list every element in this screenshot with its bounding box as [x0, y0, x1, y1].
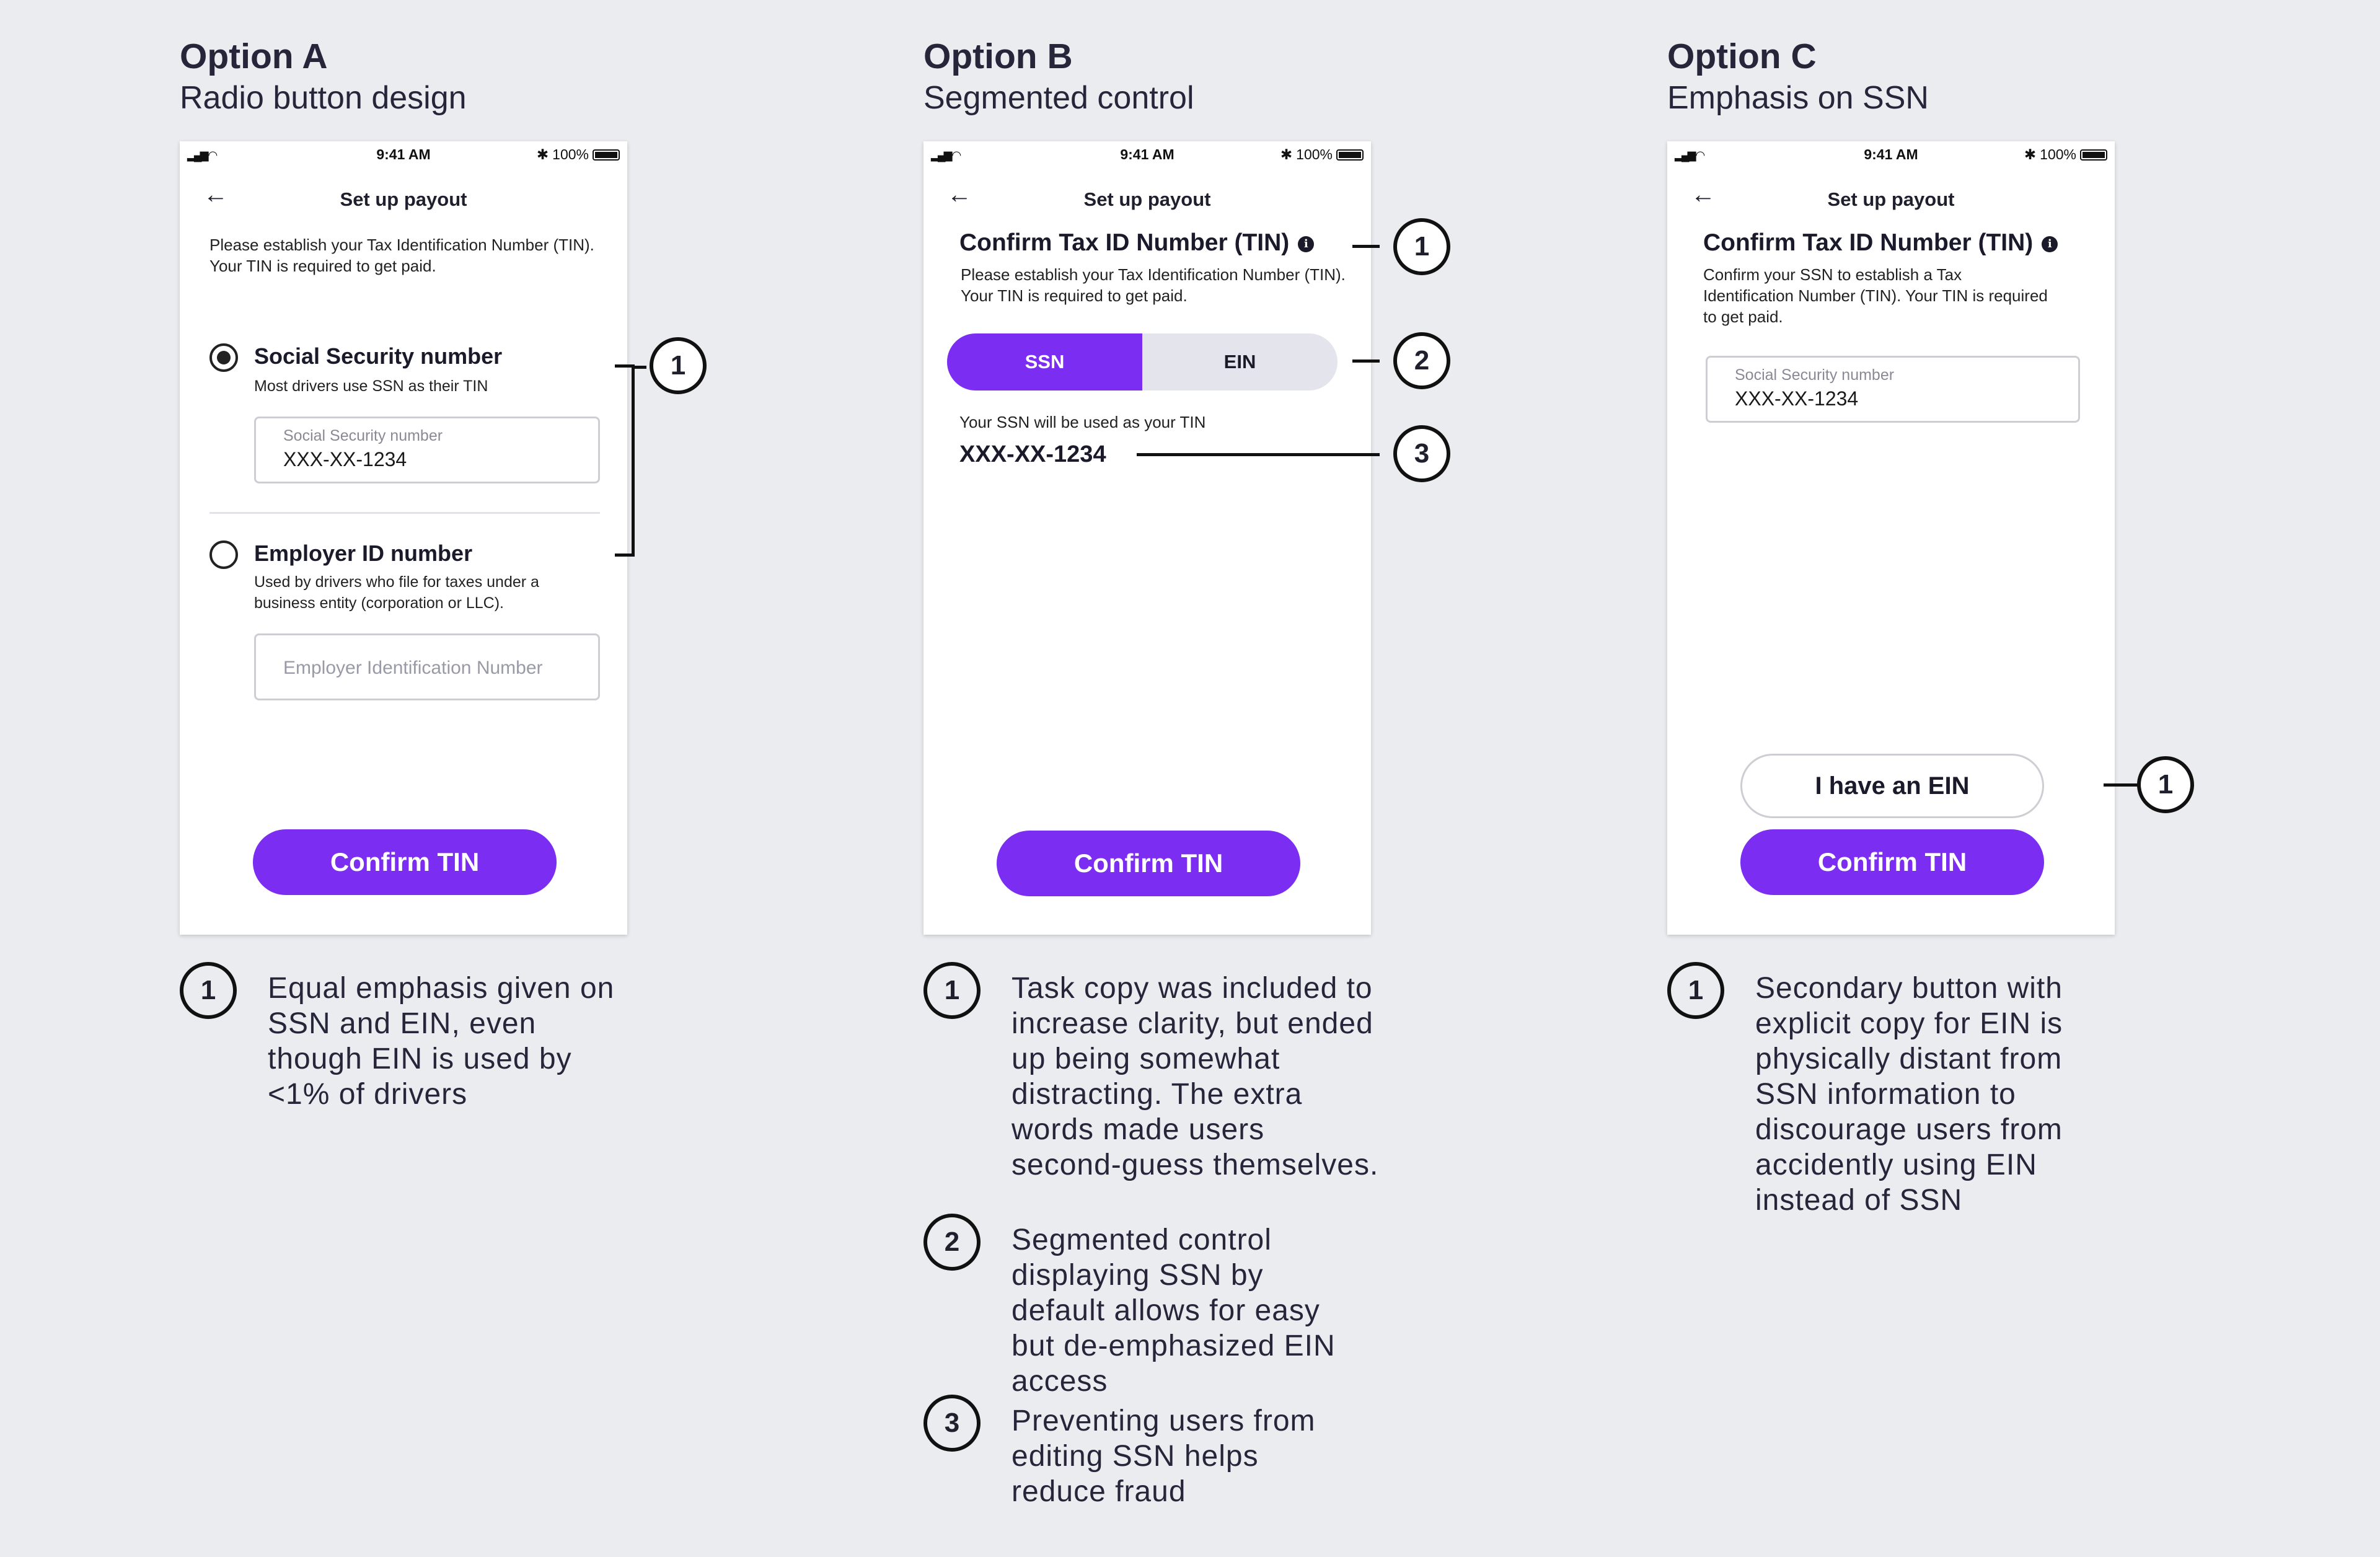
option-b-phone-screen: [923, 141, 1371, 935]
callout-connector: [632, 366, 646, 369]
status-time: 9:41 AM: [1120, 146, 1175, 162]
ein-radio[interactable]: [209, 540, 238, 569]
note-3-text: Preventing users from editing SSN helps reduce fraud: [1011, 1405, 1316, 1508]
ssn-field[interactable]: [1706, 356, 2080, 423]
nav-title: Set up payout: [1083, 188, 1211, 210]
confirm-tin-button[interactable]: Confirm TIN: [997, 831, 1300, 896]
callout-2-connector: [1352, 359, 1380, 363]
battery-indicator: [2024, 146, 2107, 163]
nav-title: Set up payout: [1827, 188, 1955, 210]
intro-text: Please establish your Tax Identification Number (TIN). Your TIN is required to get paid.: [209, 236, 594, 275]
status-time: 9:41 AM: [376, 146, 431, 162]
divider: [209, 512, 600, 514]
i-have-an-ein-button[interactable]: I have an EIN: [1740, 754, 2044, 818]
heading-text: Confirm Tax ID Number (TIN): [1703, 229, 2034, 256]
note-3-number: 3: [923, 1395, 981, 1452]
ssn-value: XXX-XX-1234: [959, 441, 1106, 467]
ssn-caption: Your SSN will be used as your TIN: [959, 413, 1206, 431]
status-bar: [923, 141, 1371, 166]
heading-text: Confirm Tax ID Number (TIN): [959, 229, 1290, 256]
signal-wifi-icon: ▂▄▆ ◠: [187, 149, 216, 161]
note-2-text: Segmented control displaying SSN by default allows for easy but de-emphasized EIN access: [1011, 1224, 1336, 1398]
callout-1: 1: [1393, 218, 1450, 275]
option-b-subtitle: Segmented control: [923, 80, 1194, 116]
ssn-option-label: Social Security number: [254, 343, 503, 369]
ssn-radio[interactable]: [209, 343, 238, 372]
bluetooth-icon: ✱: [2024, 146, 2037, 162]
signal-wifi-icon: ▂▄▆ ◠: [1675, 149, 1704, 161]
nav-bar: [180, 172, 627, 222]
status-time: 9:41 AM: [1864, 146, 1918, 162]
option-a-phone-screen: [180, 141, 627, 935]
intro-text: Please establish your Tax Identification Number (TIN). Your TIN is required to get paid.: [961, 265, 1346, 305]
battery-percent: 100%: [552, 146, 589, 162]
option-c-title: Option C: [1667, 37, 1817, 76]
ssn-field[interactable]: [254, 417, 600, 483]
option-a-title: Option A: [180, 37, 328, 76]
confirm-tin-button[interactable]: Confirm TIN: [1740, 829, 2044, 895]
ssn-field-value: XXX-XX-1234: [283, 448, 407, 470]
callout-1-connector: [1352, 245, 1380, 248]
back-arrow-icon[interactable]: ←: [947, 181, 972, 208]
ssn-field-value: XXX-XX-1234: [1735, 387, 1859, 410]
note-2-number: 2: [923, 1214, 981, 1271]
status-bar: [180, 141, 627, 166]
nav-bar: [1667, 172, 2115, 222]
nav-title: Set up payout: [340, 188, 467, 210]
ein-field-placeholder: Employer Identification Number: [283, 658, 543, 678]
note-1-number: 1: [180, 962, 237, 1019]
callout-2: 2: [1393, 332, 1450, 389]
segment-ein[interactable]: EIN: [1223, 351, 1256, 373]
ssn-option-hint: Most drivers use SSN as their TIN: [254, 377, 488, 395]
bracket-vertical: [632, 364, 635, 557]
battery-indicator: [1280, 146, 1364, 163]
confirm-tin-button[interactable]: Confirm TIN: [253, 829, 557, 895]
option-b-column: [923, 0, 1605, 1557]
segment-ssn[interactable]: SSN: [947, 333, 1142, 390]
battery-indicator: [537, 146, 620, 163]
intro-text: Confirm your SSN to establish a Tax Identification Number (TIN). Your TIN is required to get paid.: [1703, 265, 2048, 326]
battery-icon: [593, 149, 620, 161]
ssn-field-label: Social Security number: [283, 427, 443, 444]
note-1-number: 1: [923, 962, 981, 1019]
heading: [959, 229, 1314, 257]
callout-1: 1: [2137, 756, 2194, 813]
signal-wifi-icon: ▂▄▆ ◠: [931, 149, 960, 161]
battery-icon: [2080, 149, 2107, 161]
heading: [1703, 229, 2058, 257]
callout-3-connector: [1137, 453, 1380, 456]
bluetooth-icon: ✱: [536, 146, 549, 162]
tin-segmented-control: [947, 333, 1338, 390]
back-arrow-icon[interactable]: ←: [203, 181, 228, 208]
option-c-subtitle: Emphasis on SSN: [1667, 80, 1929, 116]
back-arrow-icon[interactable]: ←: [1691, 181, 1716, 208]
note-1-number: 1: [1667, 962, 1724, 1019]
callout-3: 3: [1393, 425, 1450, 482]
option-c-column: [1667, 0, 2349, 1557]
ssn-field-label: Social Security number: [1735, 366, 1895, 384]
option-c-phone-screen: [1667, 141, 2115, 935]
battery-percent: 100%: [1296, 146, 1333, 162]
callout-1: 1: [650, 337, 707, 394]
bracket-bottom: [615, 554, 635, 557]
bluetooth-icon: ✱: [1280, 146, 1293, 162]
option-a-column: [180, 0, 862, 1557]
info-icon[interactable]: i: [2042, 236, 2058, 252]
note-1-text: Secondary button with explicit copy for EIN is physically distant from SSN information to discourage users from accidently using EIN instead of SSN: [1755, 972, 2063, 1217]
ein-option-label: Employer ID number: [254, 540, 473, 566]
option-b-title: Option B: [923, 37, 1073, 76]
battery-percent: 100%: [2040, 146, 2076, 162]
ein-option-hint: Used by drivers who file for taxes under a business entity (corporation or LLC).: [254, 573, 539, 612]
note-1-text: Equal emphasis given on SSN and EIN, even though EIN is used by <1% of drivers: [268, 972, 615, 1111]
note-1-text: Task copy was included to increase clarity, but ended up being somewhat distracting. The extra words made users second-guess themselves.: [1011, 972, 1379, 1181]
battery-icon: [1336, 149, 1364, 161]
nav-bar: [923, 172, 1371, 222]
option-a-subtitle: Radio button design: [180, 80, 467, 116]
info-icon[interactable]: i: [1298, 236, 1314, 252]
ein-field[interactable]: [254, 633, 600, 700]
status-bar: [1667, 141, 2115, 166]
